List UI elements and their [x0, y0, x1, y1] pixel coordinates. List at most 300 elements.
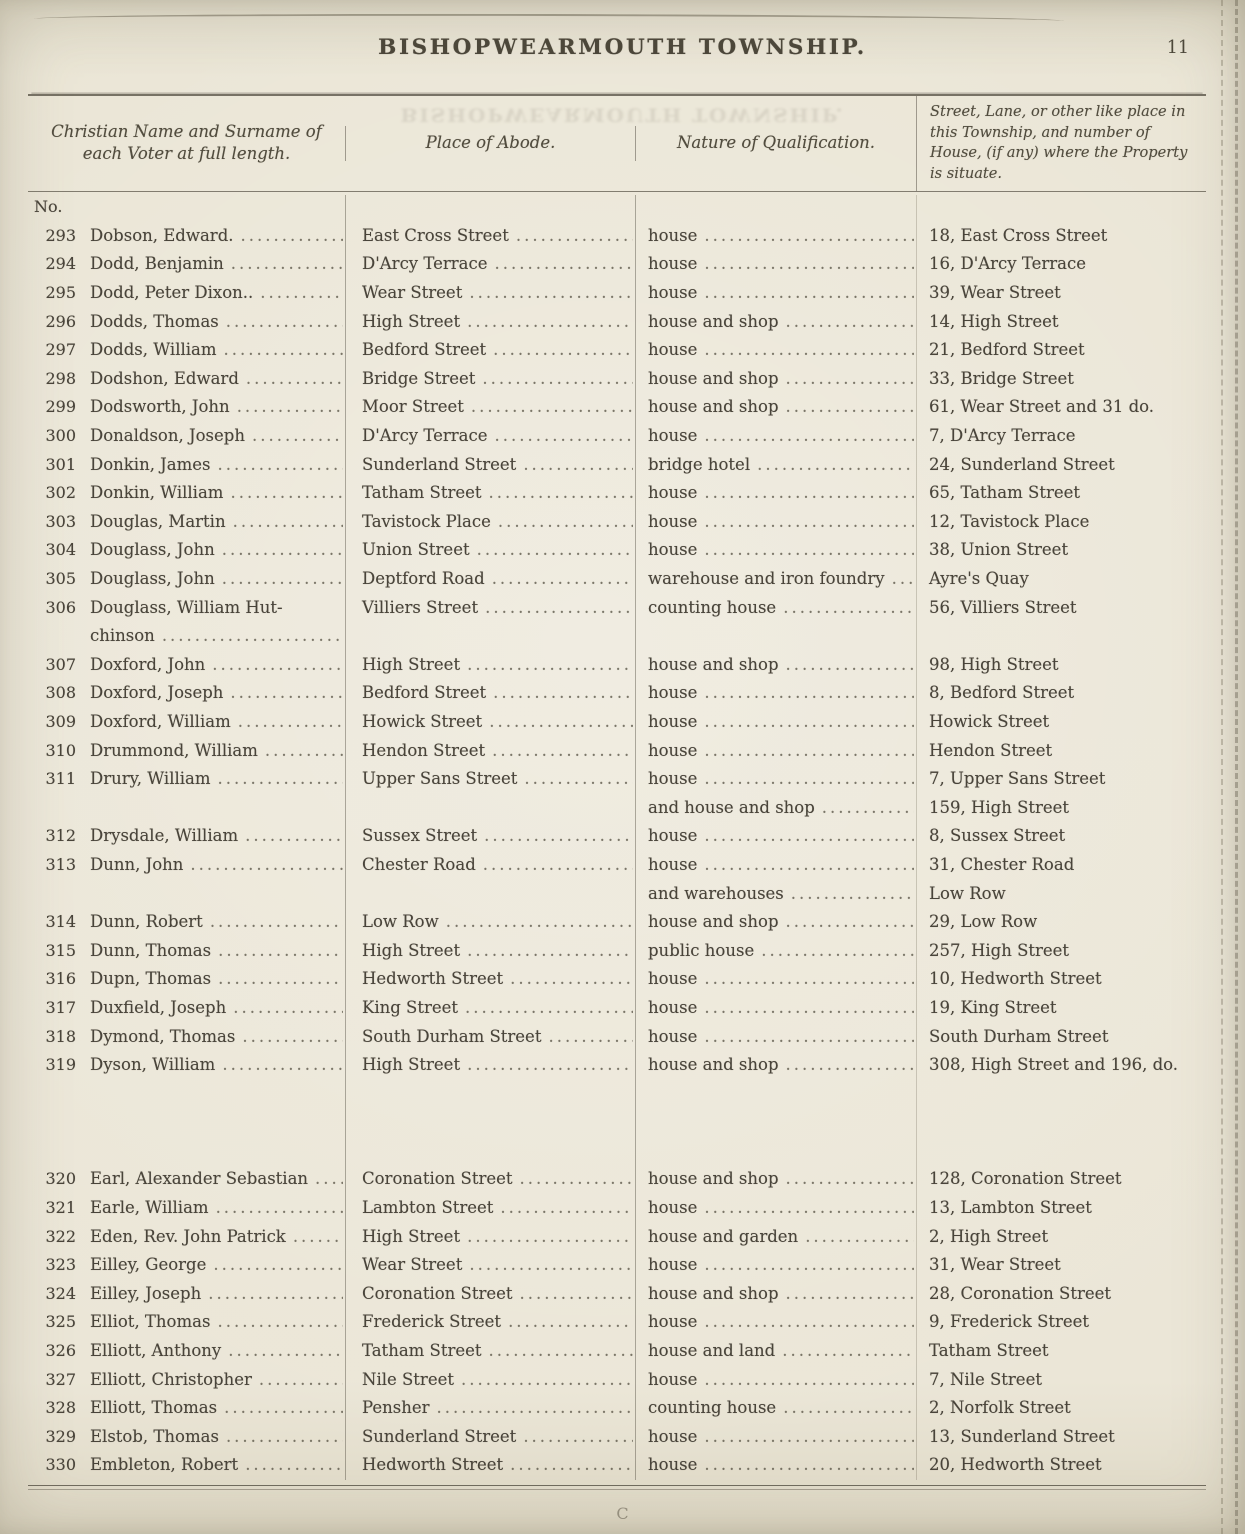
voter-name-cell	[80, 1023, 345, 1052]
abode-text: Sunderland Street	[362, 454, 517, 474]
abode-cell	[345, 1080, 635, 1109]
street-text: 33, Bridge Street	[929, 368, 1074, 388]
voter-name-cell	[80, 708, 345, 737]
street-cell	[916, 594, 1206, 623]
abode-text: Bridge Street	[362, 368, 476, 388]
voter-name-cell	[80, 765, 345, 794]
dotted-leader	[489, 1337, 633, 1366]
voter-name: Drysdale, William	[90, 826, 239, 846]
voter-name: Dyson, William	[90, 1055, 216, 1075]
dotted-leader	[786, 651, 914, 680]
qualification-text: house	[648, 483, 698, 503]
row-number	[28, 622, 80, 651]
table-row	[28, 1223, 1206, 1252]
top-rule-line	[34, 13, 1064, 27]
street-text: 13, Sunderland Street	[929, 1426, 1115, 1446]
dotted-leader	[704, 765, 914, 794]
table-row	[28, 279, 1206, 308]
street-cell	[916, 250, 1206, 279]
abode-cell	[345, 765, 635, 794]
dotted-leader	[516, 222, 633, 251]
qualification-cell	[635, 1451, 916, 1480]
row-number: 320	[45, 1169, 76, 1189]
qualification-text: house and shop	[648, 1055, 779, 1075]
abode-cell	[345, 451, 635, 480]
dotted-leader	[761, 937, 914, 966]
voter-name-cell	[80, 479, 345, 508]
qualification-cell	[635, 622, 916, 651]
street-cell	[916, 908, 1206, 937]
voter-name-cell	[80, 250, 345, 279]
row-number: 296	[45, 311, 76, 331]
dotted-leader	[493, 336, 633, 365]
voter-name-cell	[80, 1337, 345, 1366]
dotted-leader	[704, 965, 914, 994]
qualification-text: house and shop	[648, 397, 779, 417]
qualification-text: house	[648, 283, 698, 303]
dotted-leader	[704, 1423, 914, 1452]
street-text: 159, High Street	[929, 797, 1070, 817]
qualification-cell	[635, 195, 916, 222]
dotted-leader	[704, 737, 914, 766]
voter-name: Elliott, Anthony	[90, 1341, 222, 1361]
street-text: South Durham Street	[929, 1026, 1109, 1046]
qualification-cell	[635, 651, 916, 680]
table-row	[28, 422, 1206, 451]
qualification-text: house and land	[648, 1341, 776, 1361]
abode-text: Bedford Street	[362, 340, 487, 360]
table-row	[28, 708, 1206, 737]
voter-name: Donkin, William	[90, 483, 224, 503]
voter-name-cell	[80, 880, 345, 909]
voter-name-cell	[80, 908, 345, 937]
abode-text: Frederick Street	[362, 1312, 502, 1332]
street-cell	[916, 1337, 1206, 1366]
dotted-leader	[226, 1423, 343, 1452]
dotted-leader	[260, 279, 343, 308]
row-number: 327	[45, 1369, 76, 1389]
qualification-cell	[635, 1308, 916, 1337]
table-row	[28, 222, 1206, 251]
street-cell	[916, 822, 1206, 851]
row-number: 319	[45, 1055, 76, 1075]
voter-name: Dunn, Robert	[90, 912, 203, 932]
street-text: 308, High Street and 196, do.	[929, 1055, 1179, 1075]
page-title: BISHOPWEARMOUTH TOWNSHIP.	[378, 35, 867, 60]
dotted-leader	[704, 708, 914, 737]
dotted-leader	[786, 365, 914, 394]
voter-name-cell	[80, 1308, 345, 1337]
row-number: 299	[45, 397, 76, 417]
dotted-leader	[704, 422, 914, 451]
qualification-text: house and shop	[648, 654, 779, 674]
abode-text: Sussex Street	[362, 826, 478, 846]
qualification-text: house and shop	[648, 368, 779, 388]
table-row	[28, 1194, 1206, 1223]
street-text: 31, Wear Street	[929, 1255, 1061, 1275]
table-row	[28, 1451, 1206, 1480]
voter-name: Elliott, Thomas	[90, 1398, 218, 1418]
dotted-leader	[493, 679, 633, 708]
table-row	[28, 794, 1206, 823]
voter-name-cell	[80, 1251, 345, 1280]
qualification-text: and warehouses	[648, 883, 784, 903]
abode-cell	[345, 308, 635, 337]
street-cell	[916, 651, 1206, 680]
dotted-leader	[704, 479, 914, 508]
street-cell	[916, 479, 1206, 508]
dotted-leader	[218, 937, 343, 966]
abode-cell	[345, 1137, 635, 1166]
abode-text: Coronation Street	[362, 1283, 513, 1303]
street-text: Low Row	[929, 883, 1006, 903]
dotted-leader	[704, 1366, 914, 1395]
abode-text: Hedworth Street	[362, 969, 504, 989]
street-cell	[916, 679, 1206, 708]
street-cell	[916, 851, 1206, 880]
qualification-text: counting house	[648, 1398, 777, 1418]
qualification-text: house	[648, 1312, 698, 1332]
page-edge-line-inner	[1221, 0, 1223, 1534]
street-text: 65, Tatham Street	[929, 483, 1081, 503]
street-cell	[916, 308, 1206, 337]
row-number	[28, 1108, 80, 1137]
street-cell	[916, 994, 1206, 1023]
qualification-cell	[635, 1080, 916, 1109]
qualification-cell	[635, 279, 916, 308]
qualification-cell	[635, 822, 916, 851]
table-row	[28, 1308, 1206, 1337]
qualification-cell	[635, 1223, 916, 1252]
abode-cell	[345, 822, 635, 851]
abode-cell	[345, 737, 635, 766]
page-number: 11	[1166, 38, 1189, 58]
dotted-leader	[222, 1051, 343, 1080]
abode-text: South Durham Street	[362, 1026, 542, 1046]
street-cell	[916, 279, 1206, 308]
voter-name-cell	[80, 422, 345, 451]
row-number: 302	[45, 483, 76, 503]
qualification-cell	[635, 1165, 916, 1194]
street-text: 24, Sunderland Street	[929, 454, 1115, 474]
abode-text: Wear Street	[362, 1255, 463, 1275]
voter-name: Dodds, Thomas	[90, 311, 219, 331]
street-text: 98, High Street	[929, 654, 1059, 674]
qualification-cell	[635, 1423, 916, 1452]
voter-name-cell	[80, 508, 345, 537]
voter-name: Dodd, Peter Dixon..	[90, 283, 254, 303]
row-number: 313	[45, 854, 76, 874]
abode-cell	[345, 851, 635, 880]
dotted-leader	[231, 250, 343, 279]
dotted-leader	[218, 965, 343, 994]
street-text: 19, King Street	[929, 997, 1057, 1017]
dotted-leader	[465, 994, 633, 1023]
dotted-leader	[704, 679, 914, 708]
dotted-leader	[704, 250, 914, 279]
qualification-cell	[635, 794, 916, 823]
street-text: 29, Low Row	[929, 912, 1038, 932]
bottom-rule-line	[28, 1485, 1206, 1490]
abode-cell	[345, 708, 635, 737]
abode-cell	[345, 479, 635, 508]
table-row	[28, 451, 1206, 480]
dotted-leader	[224, 1394, 343, 1423]
row-number	[28, 880, 80, 909]
qualification-cell	[635, 536, 916, 565]
street-text: 7, Upper Sans Street	[929, 769, 1106, 789]
abode-text: Low Row	[362, 912, 439, 932]
abode-cell	[345, 1223, 635, 1252]
abode-cell	[345, 965, 635, 994]
row-number: 303	[45, 511, 76, 531]
abode-cell	[345, 222, 635, 251]
dotted-leader	[467, 1223, 633, 1252]
table-row	[28, 880, 1206, 909]
dotted-leader	[520, 1165, 633, 1194]
voter-name: Elliot, Thomas	[90, 1312, 211, 1332]
abode-text: Nile Street	[362, 1369, 454, 1389]
abode-text: Tatham Street	[362, 483, 482, 503]
table-row	[28, 1394, 1206, 1423]
no-column-label: No.	[34, 196, 63, 216]
dotted-leader	[218, 451, 343, 480]
voter-name: Dunn, Thomas	[90, 940, 212, 960]
abode-cell	[345, 937, 635, 966]
street-cell	[916, 536, 1206, 565]
street-cell	[916, 1080, 1206, 1109]
dotted-leader	[786, 908, 914, 937]
abode-text: Pensher	[362, 1398, 430, 1418]
dotted-leader	[489, 479, 633, 508]
voter-name: Duxfield, Joseph	[90, 997, 227, 1017]
row-number: 317	[45, 997, 76, 1017]
table-row	[28, 308, 1206, 337]
voter-name-cell	[80, 393, 345, 422]
qualification-text: house	[648, 711, 698, 731]
header-street-situate: Street, Lane, or other like place in this Township, and number of House, (if any) where the Property is situate.	[916, 96, 1206, 191]
qualification-text: counting house	[648, 597, 777, 617]
table-row	[28, 651, 1206, 680]
dotted-leader	[782, 1337, 914, 1366]
qualification-text: house and shop	[648, 311, 779, 331]
street-text: 56, Villiers Street	[929, 597, 1077, 617]
qualification-text: house and shop	[648, 912, 779, 932]
qualification-cell	[635, 994, 916, 1023]
abode-cell	[345, 1194, 635, 1223]
table-row	[28, 250, 1206, 279]
voter-name: Douglass, William Hut-	[90, 597, 283, 617]
voter-name: Douglas, Martin	[90, 511, 226, 531]
table-row	[28, 1366, 1206, 1395]
dotted-leader	[162, 622, 343, 651]
qualification-text: warehouse and iron foundry	[648, 569, 885, 588]
street-cell	[916, 937, 1206, 966]
qualification-text: house	[648, 854, 698, 874]
dotted-leader	[704, 1023, 914, 1052]
dotted-leader	[210, 908, 343, 937]
qualification-cell	[635, 308, 916, 337]
abode-cell	[345, 908, 635, 937]
street-cell	[916, 1280, 1206, 1309]
qualification-cell	[635, 565, 916, 594]
street-text: 13, Lambton Street	[929, 1198, 1092, 1218]
abode-cell	[345, 336, 635, 365]
abode-text: Hedworth Street	[362, 1455, 504, 1475]
table-row	[28, 508, 1206, 537]
street-cell	[916, 965, 1206, 994]
dotted-leader	[469, 1251, 633, 1280]
table-row	[28, 737, 1206, 766]
dotted-leader	[233, 508, 343, 537]
qualification-cell	[635, 1194, 916, 1223]
street-text: 7, Nile Street	[929, 1369, 1042, 1389]
qualification-cell	[635, 880, 916, 909]
street-text: 12, Tavistock Place	[929, 511, 1090, 531]
street-cell	[916, 1251, 1206, 1280]
abode-cell	[345, 622, 635, 651]
row-number: 329	[45, 1426, 76, 1446]
row-number: 297	[45, 340, 76, 360]
abode-cell	[345, 536, 635, 565]
voter-name-cell	[80, 1080, 345, 1109]
dotted-leader	[217, 1308, 343, 1337]
street-cell	[916, 1394, 1206, 1423]
voter-name-cell	[80, 1051, 345, 1080]
abode-cell	[345, 994, 635, 1023]
dotted-leader	[524, 765, 633, 794]
voter-name-cell	[80, 1451, 345, 1480]
voter-name-cell	[80, 195, 345, 222]
voter-name: Elliott, Christopher	[90, 1369, 252, 1389]
table-row	[28, 1080, 1206, 1109]
dotted-leader	[704, 222, 914, 251]
table-row	[28, 1165, 1206, 1194]
qualification-cell	[635, 1108, 916, 1137]
street-text: 8, Bedford Street	[929, 683, 1075, 703]
abode-cell	[345, 508, 635, 537]
street-cell	[916, 880, 1206, 909]
voter-name: chinson	[90, 626, 155, 646]
row-number: 330	[45, 1455, 76, 1475]
qualification-text: house	[648, 969, 698, 989]
dotted-leader	[520, 1280, 633, 1309]
qualification-cell	[635, 937, 916, 966]
table-row	[28, 1023, 1206, 1052]
abode-text: Union Street	[362, 540, 470, 560]
dotted-leader	[242, 1023, 343, 1052]
qualification-text: house	[648, 340, 698, 360]
dotted-leader	[510, 965, 633, 994]
qualification-cell	[635, 1366, 916, 1395]
qualification-cell	[635, 508, 916, 537]
dotted-leader	[704, 851, 914, 880]
dotted-leader	[477, 536, 633, 565]
voter-name-cell	[80, 965, 345, 994]
qualification-cell	[635, 1280, 916, 1309]
voter-name-cell	[80, 794, 345, 823]
row-number: 306	[45, 597, 76, 617]
abode-text: Howick Street	[362, 711, 483, 731]
qualification-text: house and garden	[648, 1226, 799, 1246]
street-cell	[916, 393, 1206, 422]
street-text: 8, Sussex Street	[929, 826, 1066, 846]
dotted-leader	[446, 908, 633, 937]
street-text: 18, East Cross Street	[929, 225, 1108, 245]
dotted-leader	[523, 451, 633, 480]
abode-text: Chester Road	[362, 854, 476, 874]
row-number: 308	[45, 683, 76, 703]
dotted-leader	[208, 1280, 343, 1309]
street-cell	[916, 737, 1206, 766]
abode-cell	[345, 594, 635, 623]
street-text: Howick Street	[929, 711, 1050, 731]
abode-cell	[345, 1023, 635, 1052]
abode-cell	[345, 1451, 635, 1480]
street-cell	[916, 1366, 1206, 1395]
abode-text: Deptford Road	[362, 569, 485, 588]
qualification-cell	[635, 1023, 916, 1052]
dotted-leader	[500, 1194, 633, 1223]
dotted-leader	[704, 1251, 914, 1280]
abode-text: Lambton Street	[362, 1198, 494, 1218]
abode-cell	[345, 393, 635, 422]
street-cell	[916, 565, 1206, 594]
table-row	[28, 822, 1206, 851]
abode-cell	[345, 880, 635, 909]
dotted-leader	[892, 565, 914, 594]
row-number: 323	[45, 1255, 76, 1275]
row-number	[28, 794, 80, 823]
voter-name-cell	[80, 737, 345, 766]
row-number: 312	[45, 826, 76, 846]
dotted-leader	[786, 1165, 914, 1194]
abode-text: High Street	[362, 311, 461, 331]
abode-cell	[345, 1394, 635, 1423]
dotted-leader	[469, 279, 633, 308]
table-row	[28, 965, 1206, 994]
qualification-text: house	[648, 225, 698, 245]
qualification-text: house	[648, 1369, 698, 1389]
table-header-row	[28, 94, 1206, 192]
table-row	[28, 908, 1206, 937]
table-row	[28, 479, 1206, 508]
voter-name: Donkin, James	[90, 454, 211, 474]
voter-name: Dodds, William	[90, 340, 217, 360]
street-cell	[916, 1023, 1206, 1052]
dotted-leader	[218, 765, 343, 794]
street-text: 14, High Street	[929, 311, 1059, 331]
abode-cell	[345, 1423, 635, 1452]
dotted-leader	[252, 422, 343, 451]
row-number: 307	[45, 654, 76, 674]
voter-name-cell	[80, 1280, 345, 1309]
qualification-cell	[635, 336, 916, 365]
street-text: 2, Norfolk Street	[929, 1398, 1071, 1418]
abode-cell	[345, 422, 635, 451]
dotted-leader	[704, 536, 914, 565]
row-number: 328	[45, 1398, 76, 1418]
table-row	[28, 679, 1206, 708]
street-cell	[916, 1051, 1206, 1080]
abode-cell	[345, 1251, 635, 1280]
voter-name: Douglass, John	[90, 569, 215, 588]
dotted-leader	[548, 1023, 633, 1052]
street-cell	[916, 1194, 1206, 1223]
abode-text: Tavistock Place	[362, 511, 491, 531]
street-text: Hendon Street	[929, 740, 1053, 760]
abode-cell	[345, 1308, 635, 1337]
